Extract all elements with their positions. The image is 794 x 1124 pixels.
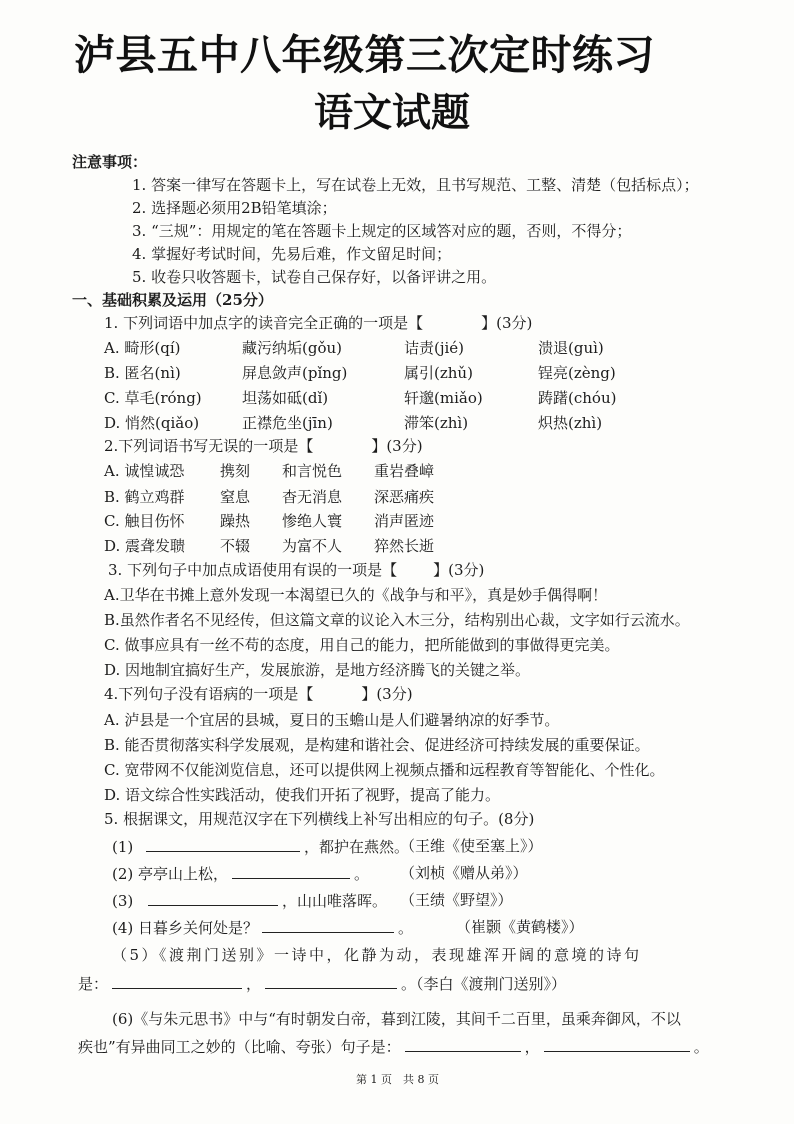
- note-item: 4. 掌握好考试时间，先易后难，作文留足时间；: [132, 245, 452, 263]
- option-cell: C. 草毛(róng): [104, 389, 202, 407]
- q4-option: A. 泸县是一个宜居的县城，夏日的玉蟾山是人们避暑纳凉的好季节。: [104, 711, 560, 729]
- note-item: 2. 选择题必须用2B铅笔填涂；: [132, 199, 337, 217]
- option-cell: 溃退(guì): [538, 339, 604, 357]
- q5-item-2: [112, 864, 369, 883]
- q4-option: C. 宽带网不仅能浏览信息，还可以提供网上视频点播和远程教育等智能化、个性化。: [104, 761, 665, 779]
- item-text: 日暮乡关何处是？: [138, 919, 259, 937]
- option-cell: D. 震聋发聩: [104, 537, 186, 555]
- option-cell: 惨绝人寰: [282, 512, 343, 530]
- item-text: 。: [354, 865, 370, 883]
- fill-blank[interactable]: [405, 1037, 521, 1052]
- option-cell: 窒息: [220, 488, 251, 506]
- q5-item-source: （崔颢《黄鹤楼》）: [456, 918, 584, 936]
- option-cell: C. 触目伤怀: [104, 512, 185, 530]
- option-cell: 正襟危坐(jīn): [242, 414, 333, 432]
- stem-text: 3. 下列句子中加点成语使用有误的一项是【: [108, 561, 398, 579]
- stem-score: 】(3分): [481, 314, 533, 332]
- option-cell: 躁热: [220, 512, 251, 530]
- option-cell: 杳无消息: [282, 488, 343, 506]
- exam-title: 泸县五中八年级第三次定时练习: [74, 31, 655, 79]
- item-source: 。（李白《渡荆门送别》）: [401, 975, 567, 993]
- question-5-stem: 5. 根据课文，用规范汉字在下列横线上补写出相应的句子。(8分): [104, 810, 535, 828]
- option-cell: 重岩叠嶂: [374, 462, 435, 480]
- option-cell: 猝然长逝: [374, 537, 435, 555]
- section-heading: 一、基础积累及运用（25分）: [72, 291, 273, 309]
- q3-option: A.卫华在书摊上意外发现一本渴望已久的《战争与和平》，真是妙手偶得啊！: [104, 586, 608, 604]
- option-cell: 不辍: [220, 537, 251, 555]
- item-text: ，都护在燕然。: [304, 838, 410, 856]
- q4-option: D. 语文综合性实践活动，使我们开拓了视野，提高了能力。: [104, 786, 501, 804]
- q5-item-4: [112, 918, 413, 937]
- item-number: (1): [112, 838, 134, 856]
- stem-text: 1. 下列词语中加点字的读音完全正确的一项是【: [104, 314, 424, 332]
- fill-blank[interactable]: [146, 837, 300, 852]
- q5-item-1: [112, 837, 409, 856]
- option-cell: B. 匿名(nì): [104, 364, 181, 382]
- item-text: 。: [398, 919, 414, 937]
- question-2-stem: [104, 437, 423, 455]
- q5-item-6-text: (6)《与朱元思书》中与“有时朝发白帝，暮到江陵，其间千二百里，虽乘奔御风，不以: [112, 1010, 681, 1028]
- stem-score: 】(3分): [361, 685, 413, 703]
- question-4-stem: [104, 685, 413, 703]
- option-cell: 和言悦色: [282, 462, 343, 480]
- item-text: 是：: [78, 975, 109, 993]
- notes-heading: 注意事项：: [72, 153, 148, 171]
- fill-blank[interactable]: [112, 974, 242, 989]
- option-cell: 为富不人: [282, 537, 343, 555]
- q5-item-5-text: （5）《渡荆门送别》一诗中，化静为动，表现雄浑开阔的意境的诗句: [112, 946, 642, 964]
- option-cell: 消声匿迹: [374, 512, 435, 530]
- fill-blank[interactable]: [544, 1037, 690, 1052]
- item-text: ，山山唯落晖。: [282, 892, 388, 910]
- stem-text: 2.下列词语书写无误的一项是【: [104, 437, 314, 455]
- option-cell: 炽热(zhì): [538, 414, 603, 432]
- q5-item-source: （刘桢《赠从弟》）: [400, 864, 528, 882]
- option-cell: 锃亮(zèng): [538, 364, 616, 382]
- option-cell: 属引(zhǔ): [404, 364, 473, 382]
- option-cell: A. 诚惶诚恐: [104, 462, 185, 480]
- stem-score: 】(3分): [371, 437, 423, 455]
- stem-score: 】(3分): [433, 561, 485, 579]
- note-item: 3. “三规”：用规定的笔在答题卡上规定的区域答对应的题，否则，不得分；: [132, 222, 632, 240]
- q4-option: B. 能否贯彻落实科学发展观，是构建和谐社会、促进经济可持续发展的重要保证。: [104, 736, 650, 754]
- page-footer: 第 1 页 共 8 页: [356, 1073, 439, 1086]
- option-cell: B. 鹤立鸡群: [104, 488, 185, 506]
- fill-blank[interactable]: [232, 864, 350, 879]
- option-cell: 踌躇(chóu): [538, 389, 617, 407]
- item-number: (4): [112, 919, 134, 937]
- q5-item-3: [112, 891, 387, 910]
- q5-item-6-answer: 疾也”有异曲同工之妙的（比喻、夸张）句子是： ， 。: [78, 1038, 709, 1056]
- q3-option: C. 做事应具有一丝不苟的态度，用自己的能力，把所能做到的事做得更完美。: [104, 636, 620, 654]
- option-cell: 深恶痛疾: [374, 488, 435, 506]
- q5-item-source: （王绩《野望》）: [400, 891, 513, 909]
- item-text: 亭亭山上松，: [138, 865, 229, 883]
- note-item: 1. 答案一律写在答题卡上，写在试卷上无效，且书写规范、工整、清楚（包括标点）；: [132, 176, 699, 194]
- item-text: 。: [693, 1038, 709, 1056]
- option-cell: A. 畸形(qí): [104, 339, 181, 357]
- item-text: 疾也”有异曲同工之妙的（比喻、夸张）句子是：: [78, 1038, 401, 1056]
- option-cell: 滞笨(zhì): [404, 414, 469, 432]
- option-cell: 坦荡如砥(dǐ): [242, 389, 329, 407]
- item-number: (2): [112, 865, 134, 883]
- item-number: (3): [112, 892, 134, 910]
- option-cell: 藏污纳垢(gǒu): [242, 339, 342, 357]
- question-3-stem: [108, 561, 484, 579]
- option-cell: 诘责(jié): [404, 339, 465, 357]
- q5-item-source: （王维《使至塞上》）: [400, 837, 543, 855]
- option-cell: 携刻: [220, 462, 251, 480]
- fill-blank[interactable]: [265, 974, 397, 989]
- q3-option: B.虽然作者名不见经传，但这篇文章的议论入木三分，结构别出心裁，文字如行云流水。: [104, 611, 690, 629]
- option-cell: 屏息敛声(pǐng): [242, 364, 348, 382]
- fill-blank[interactable]: [148, 891, 278, 906]
- option-cell: D. 悄然(qiǎo): [104, 414, 200, 432]
- q5-item-5-answer: 是： ， 。（李白《渡荆门送别》）: [78, 975, 567, 993]
- exam-subtitle: 语文试题: [314, 91, 471, 136]
- question-1-stem: [104, 314, 532, 332]
- note-item: 5. 收卷只收答题卡，试卷自己保存好，以备评讲之用。: [132, 268, 497, 286]
- fill-blank[interactable]: [262, 918, 394, 933]
- option-cell: 轩邈(miǎo): [404, 389, 483, 407]
- q3-option: D. 因地制宜搞好生产，发展旅游，是地方经济腾飞的关键之举。: [104, 661, 531, 679]
- stem-text: 4.下列句子没有语病的一项是【: [104, 685, 314, 703]
